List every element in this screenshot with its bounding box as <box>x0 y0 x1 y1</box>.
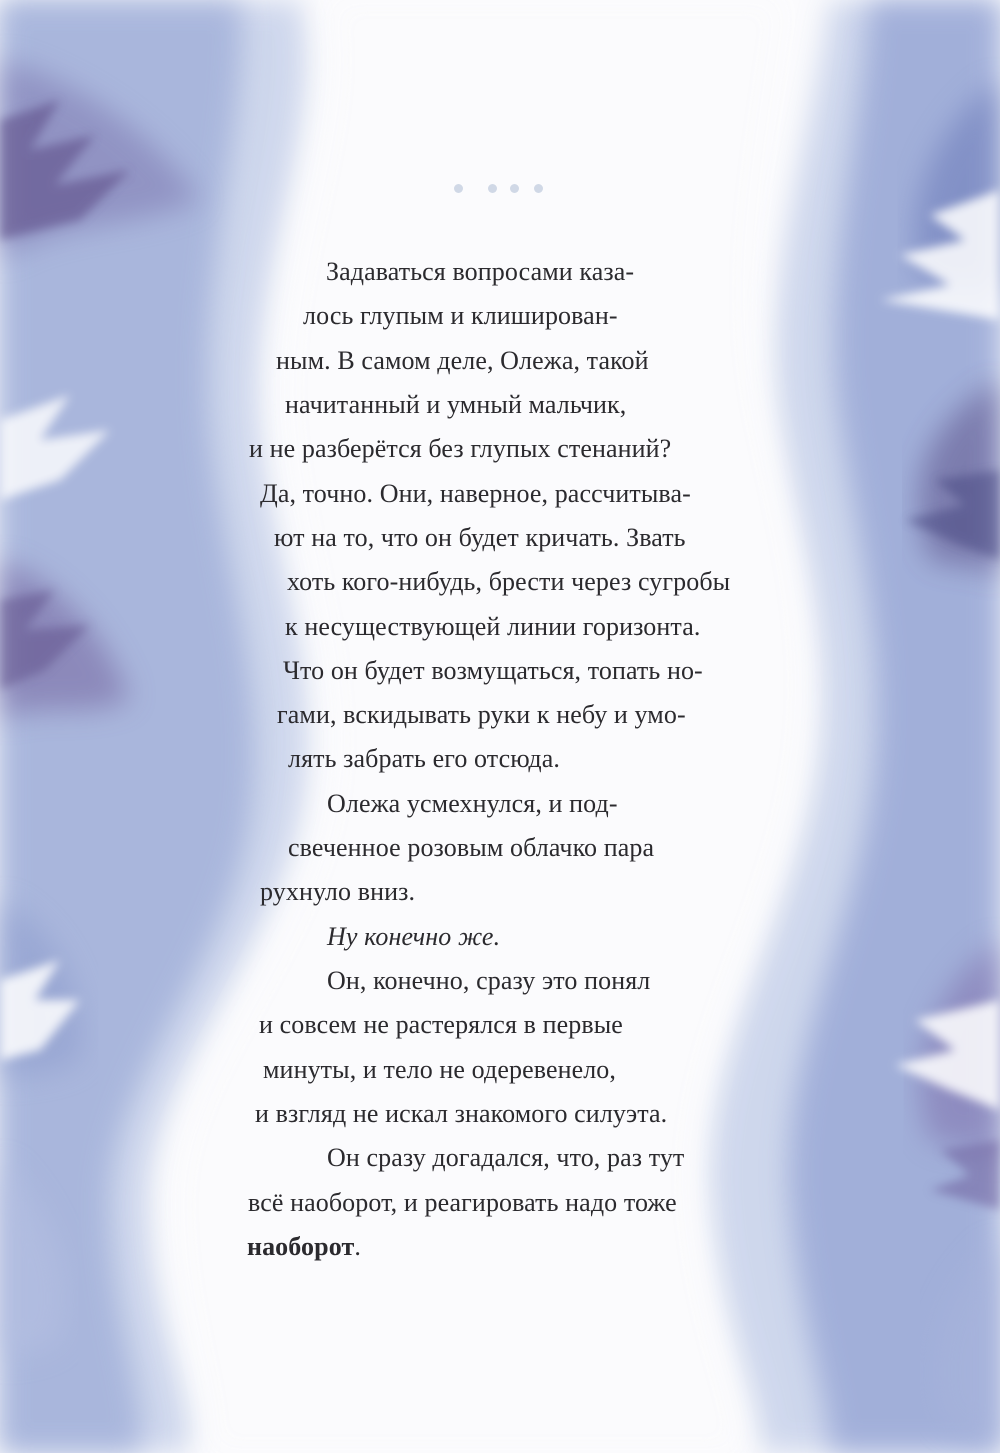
text-line: Он, конечно, сразу это понял <box>327 966 651 995</box>
bold-word: наоборот <box>247 1232 355 1261</box>
text-line: к несуществующей линии горизонта. <box>285 612 701 641</box>
text-line: гами, вскидывать руки к небу и умо- <box>277 700 686 729</box>
text-line: лять забрать его отсюда. <box>288 744 560 773</box>
text-line-italic: Ну конечно же. <box>327 922 501 951</box>
line-punctuation: . <box>354 1232 361 1261</box>
text-line-last <box>247 1232 361 1262</box>
text-line: минуты, и тело не одеревенело, <box>263 1055 617 1084</box>
text-line: и взгляд не искал знакомого силуэта. <box>255 1099 668 1128</box>
text-line: хоть кого-нибудь, брести через сугробы <box>287 567 731 596</box>
text-line: ют на то, что он будет кричать. Звать <box>274 523 686 552</box>
text-line: начитанный и умный мальчик, <box>285 390 627 419</box>
text-line: всё наоборот, и реагировать надо тоже <box>248 1188 677 1217</box>
text-line: Олежа усмехнулся, и под- <box>327 789 618 818</box>
text-line: Он сразу догадался, что, раз тут <box>327 1143 685 1172</box>
text-line: Задаваться вопросами каза- <box>326 257 635 286</box>
text-line: и совсем не растерялся в первые <box>259 1010 623 1039</box>
text-line: лось глупым и клиширован- <box>303 301 618 330</box>
text-line: Что он будет возмущаться, топать но- <box>283 656 703 685</box>
text-line: свеченное розовым облачко пара <box>288 833 655 862</box>
text-line: Да, точно. Они, наверное, рассчитыва- <box>260 479 691 508</box>
text-line: ным. В самом деле, Олежа, такой <box>276 346 649 375</box>
text-line: и не разберётся без глупых стенаний? <box>249 434 672 463</box>
text-line: рухнуло вниз. <box>260 877 416 906</box>
